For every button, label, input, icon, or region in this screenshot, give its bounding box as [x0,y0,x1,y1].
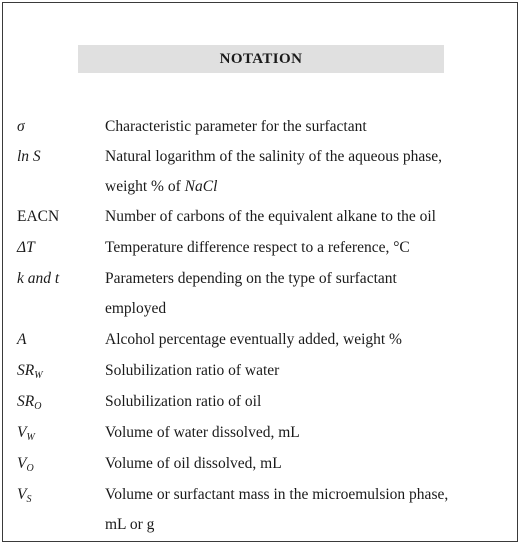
notation-symbol: EACN [17,208,60,225]
notation-description [105,480,515,540]
notation-symbol: ln S [17,148,41,165]
notation-symbol [17,480,31,510]
notation-symbol [17,356,43,386]
symbol-subscript: W [34,370,43,381]
notation-description [105,264,515,324]
notation-description-line1: Natural logarithm of the salinity of the aqueous phase, [105,148,443,165]
description-italic: NaCl [184,178,218,195]
notation-description: Solubilization ratio of water [105,362,280,379]
notation-description: Volume of oil dissolved, mL [105,455,282,472]
notation-symbol [17,449,34,479]
symbol-subscript: O [26,463,34,474]
notation-symbol: k and t [17,270,60,287]
symbol-subscript: W [26,432,35,443]
notation-description-line2: mL or g [105,516,155,533]
symbol-base: SR [17,393,35,410]
description-text: weight % of [105,178,185,195]
notation-description: Solubilization ratio of oil [105,393,262,410]
symbol-subscript: S [26,494,32,505]
notation-description: Number of carbons of the equivalent alkane to the oil [105,208,436,225]
notation-description: Temperature difference respect to a reference, °C [105,239,410,256]
symbol-base: V [17,424,27,441]
symbol-base: V [17,486,27,503]
notation-description-line1: Volume or surfactant mass in the microemulsion phase, [105,486,449,503]
notation-description: Alcohol percentage eventually added, weight % [105,331,402,348]
notation-symbol: ΔT [17,239,35,256]
symbol-base: SR [17,362,35,379]
notation-symbol [17,387,41,417]
symbol-subscript: O [34,401,42,412]
notation-description-line1: Parameters depending on the type of surfactant [105,270,397,287]
notation-symbol: σ [17,118,25,135]
symbol-base: V [17,455,27,472]
notation-symbol [17,418,35,448]
notation-description [105,142,515,202]
notation-description-line2: employed [105,300,167,317]
notation-description: Volume of water dissolved, mL [105,424,300,441]
notation-symbol: A [17,331,27,348]
notation-description-line2 [105,172,515,202]
notation-title: NOTATION [219,50,303,67]
notation-description: Characteristic parameter for the surfactant [105,118,367,135]
